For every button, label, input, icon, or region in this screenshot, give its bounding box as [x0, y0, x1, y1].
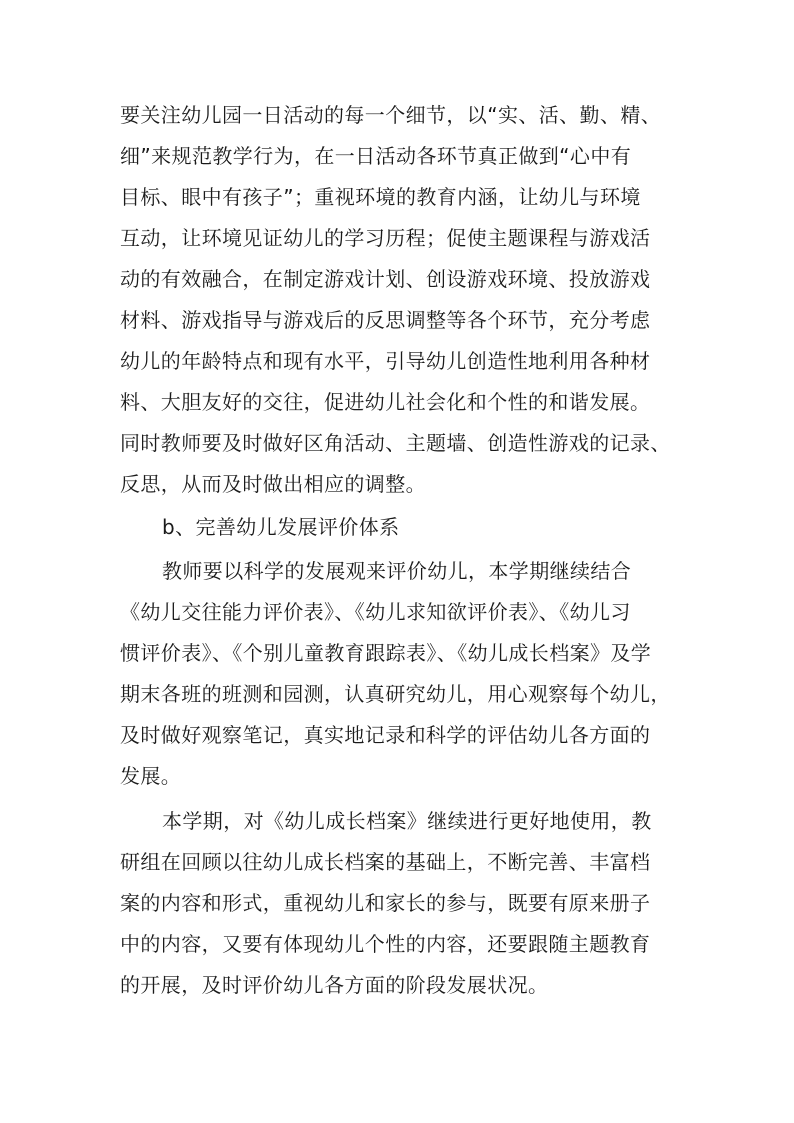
- text-line-12: 教师要以科学的发展观来评价幼儿，本学期继续结合: [162, 559, 632, 583]
- section-heading: b、完善幼儿发展评价体系: [162, 515, 400, 539]
- text-line-1: 要关注幼儿园一日活动的每一个细节，以“实、活、勤、精、: [120, 103, 662, 127]
- text-line-7: 幼儿的年龄特点和现有水平，引导幼儿创造性地利用各种材: [120, 349, 651, 373]
- text-line-19: 研组在回顾以往幼儿成长档案的基础上，不断完善、丰富档: [120, 850, 651, 874]
- text-line-4: 互动，让环境见证幼儿的学习历程；促使主题课程与游戏活: [120, 226, 651, 250]
- text-line-21: 中的内容，又要有体现幼儿个性的内容，还要跟随主题教育: [120, 932, 651, 956]
- text-line-17: 发展。: [120, 764, 182, 788]
- text-line-14: 惯评价表》、《个别儿童教育跟踪表》、《幼儿成长档案》及学: [120, 641, 652, 665]
- text-line-6: 材料、游戏指导与游戏后的反思调整等各个环节，充分考虑: [120, 308, 651, 332]
- text-line-9: 同时教师要及时做好区角活动、主题墙、创造性游戏的记录、: [120, 431, 671, 455]
- text-line-2: 细”来规范教学行为，在一日活动各环节真正做到“心中有: [120, 144, 632, 168]
- text-line-8: 料、大胆友好的交往，促进幼儿社会化和个性的和谐发展。: [120, 390, 651, 414]
- text-line-3: 目标、眼中有孩子”；重视环境的教育内涵，让幼儿与环境: [120, 185, 641, 209]
- text-line-15: 期末各班的班测和园测，认真研究幼儿，用心观察每个幼儿，: [120, 682, 671, 706]
- text-line-16: 及时做好观察笔记，真实地记录和科学的评估幼儿各方面的: [120, 723, 651, 747]
- text-line-22: 的开展，及时评价幼儿各方面的阶段发展状况。: [120, 973, 549, 997]
- text-line-18: 本学期，对《幼儿成长档案》继续进行更好地使用，教: [162, 809, 652, 833]
- text-line-13: 《幼儿交往能力评价表》、《幼儿求知欲评价表》、《幼儿习: [120, 600, 631, 624]
- text-line-5: 动的有效融合，在制定游戏计划、创设游戏环境、投放游戏: [120, 267, 651, 291]
- text-line-20: 案的内容和形式，重视幼儿和家长的参与，既要有原来册子: [120, 891, 651, 915]
- text-line-10: 反思，从而及时做出相应的调整。: [120, 472, 426, 496]
